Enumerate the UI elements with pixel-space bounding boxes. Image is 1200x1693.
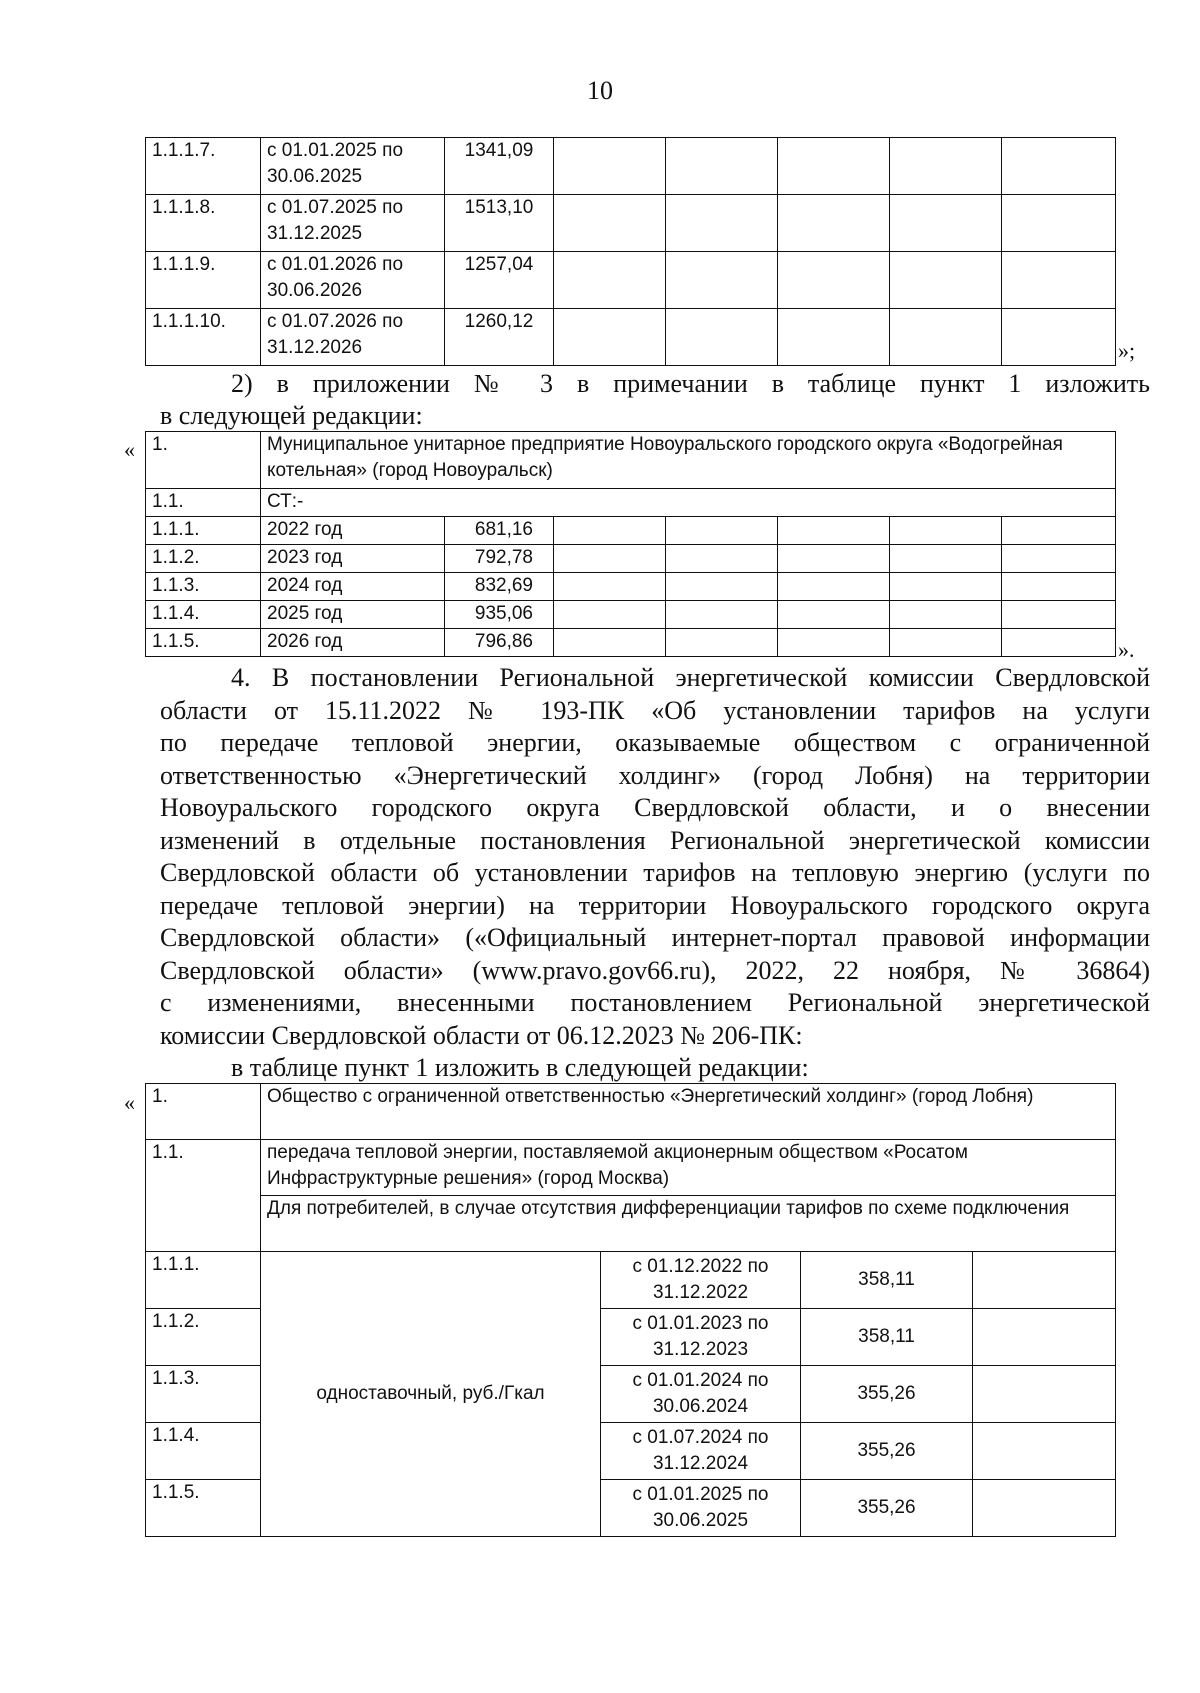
period-start: с 01.01.2025 по (267, 140, 404, 161)
period-start: с 01.07.2024 по (632, 1427, 769, 1448)
empty-cell (554, 545, 666, 573)
period-cell (601, 1309, 801, 1366)
empty-cell (778, 138, 890, 195)
empty-cell (666, 545, 778, 573)
period-end: 30.06.2025 (652, 1510, 749, 1531)
item4-line: Свердловской области об установлении тарифов на тепловую энергию (услуги по (160, 858, 1150, 887)
row-number: 1.1.5. (146, 629, 261, 657)
table-row (146, 489, 1116, 517)
row-number: 1. (146, 1084, 261, 1140)
empty-cell (778, 517, 890, 545)
empty-cell (554, 601, 666, 629)
item4-paragraph (160, 695, 1150, 1053)
period-cell (261, 309, 445, 366)
period-cell (261, 252, 445, 309)
empty-cell (666, 629, 778, 657)
item4-line: Новоуральского городского округа Свердловской области, и о внесении (160, 793, 1150, 822)
empty-cell (666, 601, 778, 629)
empty-cell (1002, 195, 1116, 252)
page-number: 10 (587, 76, 613, 105)
table-row (146, 309, 1116, 366)
tariff-value: 792,78 (445, 545, 554, 573)
empty-cell (890, 309, 1002, 366)
item4-line: по передаче тепловой энергии, оказываемые обществом с ограниченной (160, 728, 1150, 757)
empty-cell (1002, 252, 1116, 309)
tariff-value: 355,26 (801, 1366, 973, 1423)
tariff-value: 1260,12 (445, 309, 554, 366)
empty-cell (1002, 545, 1116, 573)
row-number: 1.1.3. (146, 1366, 261, 1423)
empty-cell (890, 195, 1002, 252)
empty-cell (554, 195, 666, 252)
tariff-value: 355,26 (801, 1423, 973, 1480)
table-row (146, 629, 1116, 657)
period-end: 31.12.2024 (652, 1453, 749, 1474)
item2-line: в следующей редакции: (160, 401, 423, 430)
row-number: 1.1.1.8. (146, 195, 261, 252)
tariff-value: 355,26 (801, 1480, 973, 1537)
period-cell (601, 1423, 801, 1480)
service-description: передача тепловой энергии, поставляемой акционерным обществом «Росатом Инфраструктурные решения» (город Москва) (261, 1140, 1116, 1196)
table-row (146, 1196, 1116, 1252)
period-start: с 01.01.2023 по (632, 1313, 769, 1334)
empty-cell (554, 138, 666, 195)
empty-cell (973, 1366, 1116, 1423)
item4-line: изменений в отдельные постановления Региональной энергетической комиссии (160, 825, 1150, 855)
row-number: 1.1.2. (146, 545, 261, 573)
empty-cell (973, 1423, 1116, 1480)
row-number: 1.1.3. (146, 573, 261, 601)
period-start: с 01.12.2022 по (632, 1256, 769, 1277)
period-start: с 01.01.2024 по (632, 1370, 769, 1391)
item4-line: 4. В постановлении Региональной энергетической комиссии Свердловской (231, 663, 1150, 692)
tariff-table-b (145, 431, 1116, 657)
year-cell: 2024 год (261, 573, 445, 601)
empty-cell (1002, 138, 1116, 195)
tariff-value: 358,11 (801, 1309, 973, 1366)
row-number: 1. (146, 432, 261, 489)
row-number: 1.1.5. (146, 1480, 261, 1537)
item4-line: ответственностью «Энергетический холдинг» (город Лобня) на территории (160, 760, 1150, 790)
tariff-value: 681,16 (445, 517, 554, 545)
empty-cell (973, 1252, 1116, 1309)
empty-cell (1002, 573, 1116, 601)
empty-cell (666, 517, 778, 545)
empty-cell (554, 629, 666, 657)
item4-first-line (231, 662, 1150, 695)
row-number: 1.1.1.9. (146, 252, 261, 309)
table-row (146, 1084, 1116, 1140)
year-cell: 2026 год (261, 629, 445, 657)
closing-quote-b: ». (1118, 637, 1135, 662)
period-end: 30.06.2026 (267, 280, 363, 301)
table-row (146, 573, 1116, 601)
empty-cell (973, 1309, 1116, 1366)
empty-cell (666, 573, 778, 601)
empty-cell (890, 517, 1002, 545)
opening-quote-c: « (124, 1090, 135, 1115)
row-number: 1.1.4. (146, 1423, 261, 1480)
empty-cell (778, 195, 890, 252)
period-start: с 01.01.2026 по (267, 254, 404, 275)
table-row (146, 252, 1116, 309)
tariff-value: 935,06 (445, 601, 554, 629)
item4-line: комиссии Свердловской области от 06.12.2023 № 206-ПК: (160, 1020, 803, 1050)
period-cell (601, 1252, 801, 1309)
tariff-value: 1257,04 (445, 252, 554, 309)
item2-paragraph (231, 368, 1150, 401)
empty-cell (554, 309, 666, 366)
period-start: с 01.07.2025 по (267, 197, 404, 218)
period-cell (261, 138, 445, 195)
empty-cell (554, 252, 666, 309)
empty-cell (778, 252, 890, 309)
period-end: 30.06.2024 (652, 1396, 749, 1417)
year-cell: 2022 год (261, 517, 445, 545)
period-start: с 01.01.2025 по (632, 1484, 769, 1505)
table-row (146, 432, 1116, 489)
period-cell (261, 195, 445, 252)
table-row (146, 1140, 1116, 1196)
table-row (146, 517, 1116, 545)
empty-cell (778, 573, 890, 601)
row-number: 1.1.4. (146, 601, 261, 629)
opening-quote-b: « (124, 437, 135, 462)
tariff-type: СТ:- (261, 489, 1116, 517)
period-end: 31.12.2023 (652, 1339, 749, 1360)
year-cell: 2023 год (261, 545, 445, 573)
empty-cell (666, 252, 778, 309)
organization-name: Общество с ограниченной ответственностью «Энергетический холдинг» (город Лобня) (261, 1084, 1116, 1140)
tariff-value: 796,86 (445, 629, 554, 657)
item4-instruction: в таблице пункт 1 изложить в следующей редакции: (231, 1053, 809, 1082)
empty-cell (778, 309, 890, 366)
item4-line: Свердловской области» («Официальный интернет-портал правовой информации (160, 923, 1150, 952)
empty-cell (890, 252, 1002, 309)
empty-cell (890, 629, 1002, 657)
empty-cell (554, 573, 666, 601)
tariff-value: 1513,10 (445, 195, 554, 252)
table-row (146, 1252, 1116, 1309)
item4-line: Свердловской области» (www.pravo.gov66.ru), 2022, 22 ноября, № 36864) (160, 955, 1150, 985)
table-row (146, 195, 1116, 252)
item2-line: 2) в приложении № 3 в примечании в таблице пункт 1 изложить (231, 369, 1150, 398)
tariff-value: 1341,09 (445, 138, 554, 195)
empty-cell (1002, 309, 1116, 366)
tariff-value: 832,69 (445, 573, 554, 601)
period-start: с 01.07.2026 по (267, 311, 404, 332)
empty-cell (666, 138, 778, 195)
empty-cell (1002, 629, 1116, 657)
row-number: 1.1.2. (146, 1309, 261, 1366)
item4-line: с изменениями, внесенными постановлением Региональной энергетической (160, 988, 1150, 1017)
empty-cell (1002, 517, 1116, 545)
row-number: 1.1.1.10. (146, 309, 261, 366)
tariff-table-c (145, 1083, 1116, 1537)
tariff-table-a (145, 137, 1116, 366)
empty-cell (1002, 601, 1116, 629)
period-end: 31.12.2022 (652, 1282, 749, 1303)
period-cell (601, 1366, 801, 1423)
empty-cell (778, 545, 890, 573)
empty-cell (666, 309, 778, 366)
empty-cell (890, 138, 1002, 195)
empty-cell (890, 573, 1002, 601)
row-number: 1.1.1. (146, 1252, 261, 1309)
year-cell: 2025 год (261, 601, 445, 629)
period-end: 30.06.2025 (267, 166, 363, 187)
empty-cell (554, 517, 666, 545)
period-end: 31.12.2025 (267, 223, 363, 244)
item4-line: области от 15.11.2022 № 193-ПК «Об установлении тарифов на услуги (160, 695, 1150, 725)
row-number: 1.1.1.7. (146, 138, 261, 195)
empty-cell (666, 195, 778, 252)
empty-cell (778, 629, 890, 657)
tariff-value: 358,11 (801, 1252, 973, 1309)
empty-cell (890, 601, 1002, 629)
consumer-category: Для потребителей, в случае отсутствия дифференциации тарифов по схеме подключения (261, 1196, 1116, 1252)
organization-name: Муниципальное унитарное предприятие Новоуральского городского округа «Водогрейная котельная» (город Новоуральск) (261, 432, 1116, 489)
closing-quote-a: »; (1118, 338, 1136, 363)
row-number: 1.1. (146, 1140, 261, 1252)
item4-line: передаче тепловой энергии) на территории Новоуральского городского округа (160, 890, 1150, 920)
empty-cell (890, 545, 1002, 573)
table-row (146, 138, 1116, 195)
period-end: 31.12.2026 (267, 337, 363, 358)
row-number: 1.1.1. (146, 517, 261, 545)
table-row (146, 601, 1116, 629)
table-row (146, 545, 1116, 573)
rate-type: одноставочный, руб./Гкал (261, 1252, 601, 1537)
period-cell (601, 1480, 801, 1537)
empty-cell (778, 601, 890, 629)
row-number: 1.1. (146, 489, 261, 517)
empty-cell (973, 1480, 1116, 1537)
